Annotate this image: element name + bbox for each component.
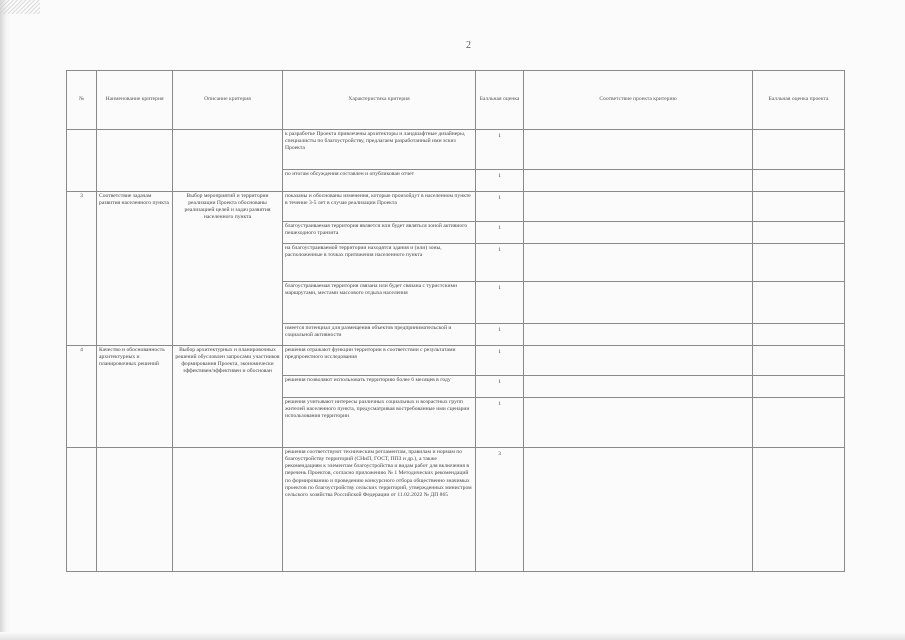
cell-score: 1 bbox=[476, 324, 524, 346]
cell-name bbox=[97, 130, 173, 192]
cell-characteristic: на благоустраиваемой территории находятся здания и (или) зоны, расположенные в точках притяжения населенного пункта bbox=[283, 244, 476, 282]
cell-score: 1 bbox=[476, 376, 524, 398]
table-row bbox=[67, 192, 845, 222]
cell-name bbox=[97, 448, 173, 572]
scan-shadow-bottom bbox=[0, 632, 905, 640]
cell-evaluation bbox=[753, 282, 845, 324]
page-number: 2 bbox=[466, 40, 471, 51]
criteria-table bbox=[66, 70, 845, 572]
header-correspondence: Соответствие проекта критерию bbox=[524, 71, 753, 130]
cell-characteristic: по итогам обсуждения составлен и опубликован отчет bbox=[283, 170, 476, 192]
header-num: № bbox=[67, 71, 97, 130]
cell-score: 1 bbox=[476, 170, 524, 192]
cell-description: Выбор мероприятий и территории реализации Проекта обоснованы реализацией целей и задач развития населенного пункта bbox=[173, 192, 283, 346]
table-row bbox=[67, 448, 845, 572]
scan-corner-texture bbox=[0, 0, 40, 14]
cell-characteristic: показаны и обоснованы изменения, которые произойдут в населенном пункте в течение 3-5 лет в случае реализации Проекта bbox=[283, 192, 476, 222]
cell-evaluation bbox=[753, 324, 845, 346]
cell-characteristic: имеется потенциал для размещения объектов предпринимательской и социальной активности bbox=[283, 324, 476, 346]
cell-score: 1 bbox=[476, 244, 524, 282]
cell-characteristic: решения соответствуют техническим регламентам, правилам и нормам по благоустройству территорий (СНиП, ГОСТ, ППЗ и др.), а также рекомендациям к элементам благоустройства и видам работ для включения в перечень Проектов, согласно приложению № 1 Методических рекомендаций по формированию и проведению конкурсного отбора общественно значимых проектов по благоустройству сельских территорий, утвержденных министром сельского хозяйства Российской Федерации от 11.02.2022 № ДП 865 bbox=[283, 448, 476, 572]
header-description: Описание критерия bbox=[173, 71, 283, 130]
cell-evaluation bbox=[753, 376, 845, 398]
table-row bbox=[67, 346, 845, 376]
cell-score: 1 bbox=[476, 222, 524, 244]
cell-num: 3 bbox=[67, 192, 97, 346]
cell-characteristic: решения позволяют использовать территорию более 6 месяцев в году bbox=[283, 376, 476, 398]
cell-description bbox=[173, 130, 283, 192]
table-row bbox=[67, 130, 845, 170]
cell-correspondence bbox=[524, 346, 753, 376]
cell-characteristic: решения учитывают интересы различных социальных и возрастных групп жителей населенного пункта, предусматривая востребованные ими сценарии использования территории bbox=[283, 398, 476, 448]
cell-evaluation bbox=[753, 222, 845, 244]
cell-correspondence bbox=[524, 244, 753, 282]
cell-num bbox=[67, 448, 97, 572]
header-name: Наименование критерия bbox=[97, 71, 173, 130]
cell-score: 1 bbox=[476, 192, 524, 222]
cell-correspondence bbox=[524, 398, 753, 448]
cell-score: 1 bbox=[476, 346, 524, 376]
cell-name: Соответствие задачам развития населенного пункта bbox=[97, 192, 173, 346]
cell-correspondence bbox=[524, 222, 753, 244]
cell-score: 1 bbox=[476, 282, 524, 324]
cell-score: 3 bbox=[476, 448, 524, 572]
table-header-row bbox=[67, 71, 845, 130]
cell-score: 1 bbox=[476, 398, 524, 448]
cell-evaluation bbox=[753, 192, 845, 222]
cell-correspondence bbox=[524, 192, 753, 222]
cell-description: Выбор архитектурных и планировочных решений обусловлен запросами участников формирования Проекта, экономически эффективен/эффективен и обоснован bbox=[173, 346, 283, 448]
cell-correspondence bbox=[524, 448, 753, 572]
scan-shadow bbox=[0, 0, 10, 640]
cell-correspondence bbox=[524, 376, 753, 398]
header-score: Балльная оценка bbox=[476, 71, 524, 130]
cell-evaluation bbox=[753, 346, 845, 376]
cell-characteristic: благоустраиваемая территория является или будет являться зоной активного пешеходного транзита bbox=[283, 222, 476, 244]
cell-correspondence bbox=[524, 170, 753, 192]
cell-correspondence bbox=[524, 282, 753, 324]
header-evaluation: Балльная оценка проекта bbox=[753, 71, 845, 130]
cell-correspondence bbox=[524, 130, 753, 170]
cell-num: 4 bbox=[67, 346, 97, 448]
cell-evaluation bbox=[753, 448, 845, 572]
cell-evaluation bbox=[753, 130, 845, 170]
cell-characteristic: благоустраиваемая территория связана или будет связана с туристскими маршрутами, местами массового отдыха населения bbox=[283, 282, 476, 324]
cell-evaluation bbox=[753, 244, 845, 282]
cell-score: 1 bbox=[476, 130, 524, 170]
cell-description bbox=[173, 448, 283, 572]
cell-name: Качество и обоснованность архитектурных и планировочных решений bbox=[97, 346, 173, 448]
cell-evaluation bbox=[753, 170, 845, 192]
cell-characteristic: решения отражают функции территории в соответствии с результатами предпроектного исследования bbox=[283, 346, 476, 376]
cell-num bbox=[67, 130, 97, 192]
cell-characteristic: к разработке Проекта привлечены архитекторы и ландшафтные дизайнеры, специалисты по благоустройству, предлагаем разработанный ими эскиз Проекта bbox=[283, 130, 476, 170]
cell-correspondence bbox=[524, 324, 753, 346]
cell-evaluation bbox=[753, 398, 845, 448]
header-characteristic: Характеристика критерия bbox=[283, 71, 476, 130]
